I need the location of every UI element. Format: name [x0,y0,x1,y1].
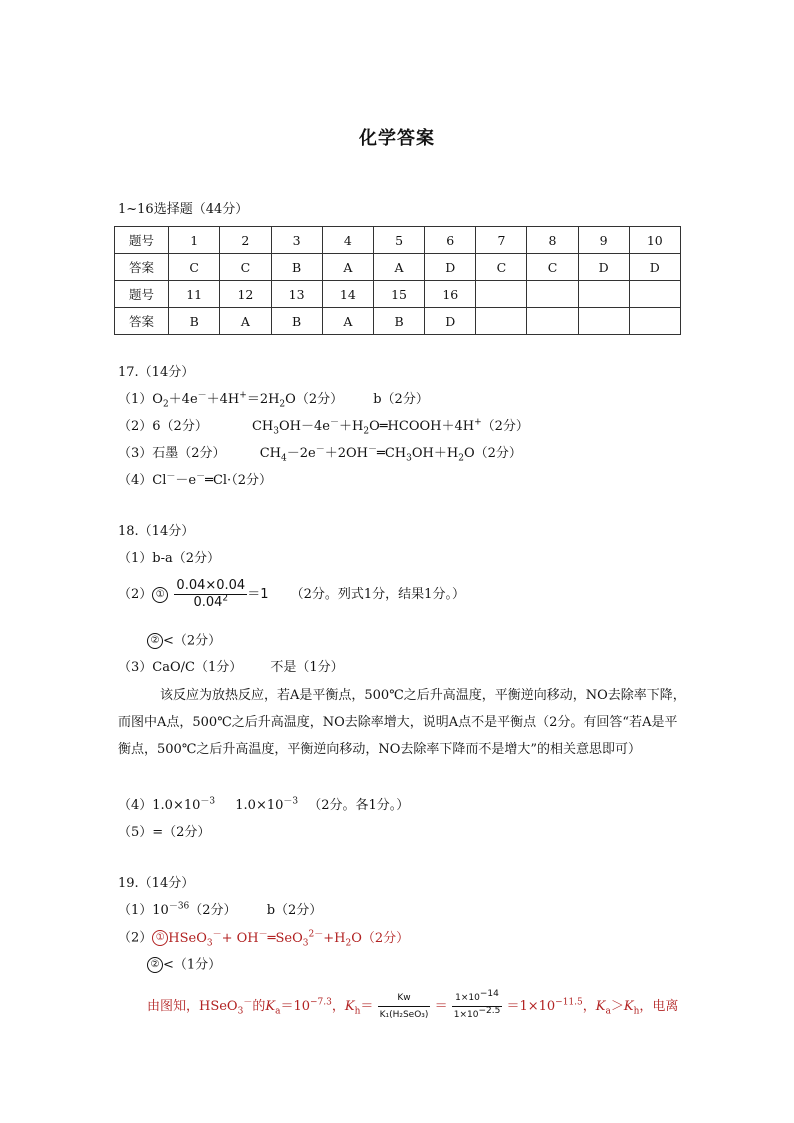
q18-line5: $(4)1.0\times 10^{-3}$ $1.0\times 10^{-3}$ （2分。各1分。） [118,796,410,813]
q18-line6: （5）=（2分） [118,825,211,840]
row-label: 答案 [115,308,169,335]
question-number-cell [629,281,680,308]
circled-2: ② [147,957,163,973]
question-number-cell: 2 [220,227,271,254]
row-label: 题号 [115,281,169,308]
q17-line1: $(1)O_2+4e^-+4H^+=2H_2O(2$分） b（2分） [118,390,429,410]
answer-cell: D [425,308,476,335]
q18-line1: （1）b-a（2分） [118,551,221,566]
answer-cell: C [476,254,527,281]
section1-heading: 1~16选择题（44分） [118,202,249,217]
q17-heading: 17.（14分） [118,365,195,380]
answer-cell: A [322,254,373,281]
q18-heading: 18.（14分） [118,524,195,539]
question-number-cell [476,281,527,308]
question-number-cell: 7 [476,227,527,254]
answer-cell: B [271,254,322,281]
q17-line3: （3）石墨（2分） $CH_4-2e^-+2OH^-═CH_3OH+H_2O(2$分） [118,444,522,464]
question-number-cell [578,281,629,308]
circled-1: ① [152,587,168,603]
question-number-cell: 8 [527,227,578,254]
answer-cell: B [169,308,220,335]
answer-cell: D [629,254,680,281]
answer-cell: B [271,308,322,335]
q19-line4: 由图知，HSeO$_3$－的$K_a=10^{-7.3}$，$K_h=$ $\frac{Kw}{\text{K₁(H₂SeO₃)}}$ ＝ $\frac{1\times 10^{-14}}{1\times 10^{-2.5}}$ $=1\times 10^{-11.5}$，$K_a>K_h$，电离 [147,990,678,1023]
page-title: 化学答案 [359,128,435,149]
answer-cell: A [373,254,424,281]
q19-line1: $(1)10^{-36}(2$分） b（2分） [118,901,323,918]
row-label: 题号 [115,227,169,254]
answer-cell: D [578,254,629,281]
q17-line4: （4）Cl－－e－═Cl·（2分） [118,471,272,488]
row-label: 答案 [115,254,169,281]
question-number-cell [527,281,578,308]
question-number-cell: 15 [373,281,424,308]
q18-line2: （2） ① $\frac{0.04\times 0.04}{0.04^2}$ ＝1 （2分。列式1分，结果1分。） [118,578,465,610]
question-number-cell: 12 [220,281,271,308]
question-number-cell: 16 [425,281,476,308]
answer-cell [476,308,527,335]
answer-cell: D [425,254,476,281]
answer-table [114,226,681,335]
q18-line3: ② <（2分） [147,633,221,650]
question-number-cell: 14 [322,281,373,308]
q19-heading: 19.（14分） [118,876,195,891]
question-number-cell: 11 [169,281,220,308]
table-row [115,254,681,281]
fraction-equilibrium: $\frac{0.04\times 0.04}{0.04^2}$ [176,578,246,610]
circled-1: ① [152,930,168,946]
fraction-value: $\frac{1\times 10^{-14}}{1\times 10^{-2.5}}$ [453,989,501,1020]
answer-cell [629,308,680,335]
fraction-kh: $\frac{Kw}{\text{K₁(H₂SeO₃)}}$ [378,990,431,1023]
question-number-cell: 3 [271,227,322,254]
q17-line2: （2）6（2分） $CH_3OH-4e^-+H_2O═HCOOH+4H^+(2$分） [118,417,529,437]
question-number-cell: 9 [578,227,629,254]
question-number-cell: 4 [322,227,373,254]
circled-2: ② [147,633,163,649]
q19-line3: ② <（1分） [147,957,221,974]
question-number-cell: 1 [169,227,220,254]
answer-cell: C [220,254,271,281]
answer-cell: A [322,308,373,335]
question-number-cell: 13 [271,281,322,308]
answer-cell [578,308,629,335]
answer-cell: C [527,254,578,281]
answer-cell [527,308,578,335]
answer-cell: C [169,254,220,281]
answer-cell: B [373,308,424,335]
question-number-cell: 10 [629,227,680,254]
question-number-cell: 5 [373,227,424,254]
table-row [115,281,681,308]
q18-explanation: 该反应为放热反应，若A是平衡点，500℃之后升高温度，平衡逆向移动，NO去除率下降，而图中A点，500℃之后升高温度，NO去除率增大，说明A点不是平衡点（2分。有回答“若A是平衡点，500℃之后升高温度，平衡逆向移动，NO去除率下降而不是增大”的相关意思即可） [118,688,686,757]
answer-cell: A [220,308,271,335]
q19-line2: （2） ① HSeO$_3$－+ $OH^-═SeO_3^{2-}+H_2O(2$分） [118,929,410,949]
table-row [115,227,681,254]
q18-line4: （3）CaO/C（1分） 不是（1分） [118,660,344,675]
question-number-cell: 6 [425,227,476,254]
table-row [115,308,681,335]
